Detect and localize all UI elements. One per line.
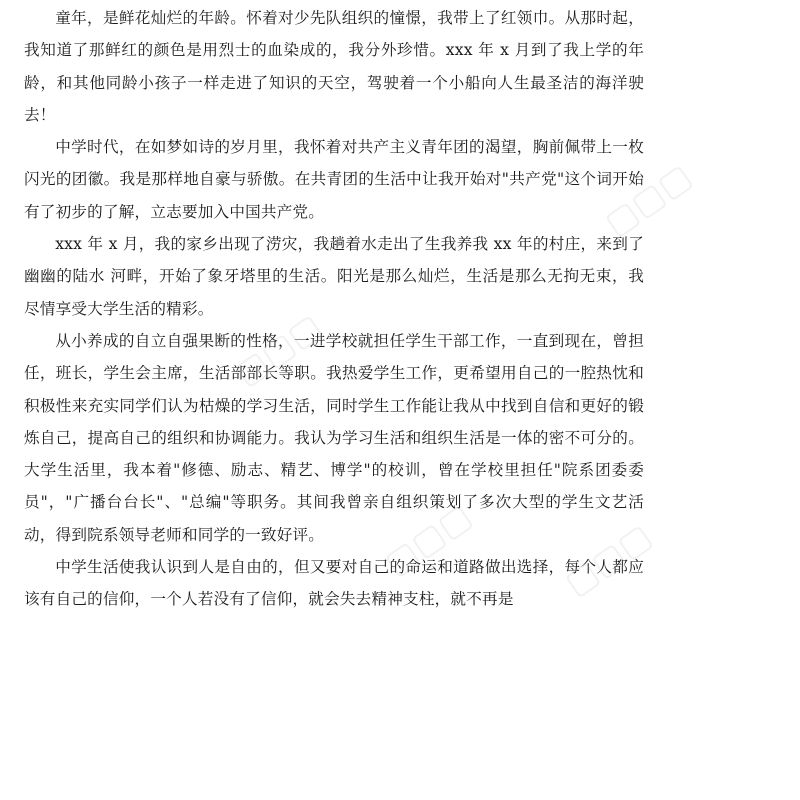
paragraph-university-start: xxx 年 x 月，我的家乡出现了涝灾，我趟着水走出了生我养我 xx 年的村庄，来到了幽幽的陆水 河畔，开始了象牙塔里的生活。阳光是那么灿烂，生活是那么无拘无束，我尽情享受大学生活的精彩。 (24, 235, 644, 318)
watermark-mark: ▢▢▢ (227, 305, 330, 395)
paragraph-student-work: 从小养成的自立自强果断的性格，一进学校就担任学生干部工作，一直到现在，曾担任，班长，学生会主席，生活部部长等职。我热爱学生工作，更希望用自己的一腔热忱和积极性来充实同学们认为枯燥的学习生活，同时学生工作能让我从中找到自信和更好的锻炼自己，提高自己的组织和协调能力。我认为学习生活和组织生活是一体的密不可分的。大学生活里，我本着"修德、励志、精艺、博学"的校训，曾在学校里担任"院系团委委员"，"广播台台长"、"总编"等职务。其间我曾亲自组织策划了多次大型的学生文艺活动，得到院系领导老师和同学的一致好评。 (24, 331, 644, 544)
watermark-mark: ▢▢▢ (377, 495, 480, 585)
watermark-mark: ▢▢▢ (597, 155, 700, 245)
paragraph-belief: 中学生活使我认识到人是自由的，但又要对自己的命运和道路做出选择，每个人都应该有自己的信仰，一个人若没有了信仰，就会失去精神支柱，就不再是 (24, 558, 644, 609)
paragraph-middle-school: 中学时代，在如梦如诗的岁月里，我怀着对共产主义青年团的渴望，胸前佩带上一枚闪光的团徽。我是那样地自豪与骄傲。在共青团的生活中让我开始对"共产党"这个词开始有了初步的了解，立志要加入中国共产党。 (24, 138, 644, 221)
paragraph-childhood: 童年，是鲜花灿烂的年龄。怀着对少先队组织的憧憬，我带上了红领巾。从那时起，我知道了那鲜红的颜色是用烈士的血染成的，我分外珍惜。xxx 年 x 月到了我上学的年龄，和其他同龄小孩子一样走进了知识的天空，驾驶着一个小船向人生最圣洁的海洋驶去！ (24, 9, 644, 124)
watermark-mark: ▢▢▢ (557, 515, 660, 605)
document-body (24, 2, 644, 616)
